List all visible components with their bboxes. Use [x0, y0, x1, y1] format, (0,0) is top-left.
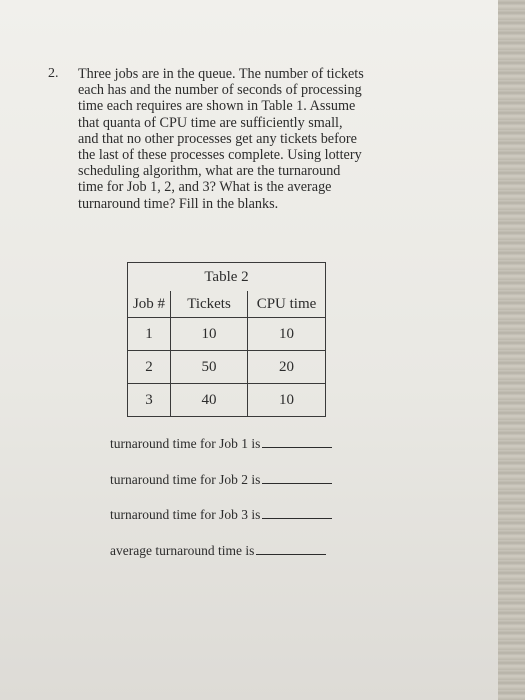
table-row	[128, 384, 326, 417]
table-cell: 10	[248, 384, 326, 417]
table-cell: 10	[248, 318, 326, 351]
table-header-cpu-time: CPU time	[248, 291, 326, 318]
answer-label: turnaround time for Job 1 is	[110, 436, 261, 451]
problem-line: and that no other processes get any tickets before	[78, 130, 357, 147]
table-cell: 2	[128, 351, 171, 384]
table-cell: 40	[171, 384, 248, 417]
table-row	[128, 351, 326, 384]
answer-job1	[110, 436, 332, 472]
table-cell: 10	[171, 318, 248, 351]
answer-job3	[110, 507, 332, 543]
problem-line: the last of these processes complete. Using lottery	[78, 147, 362, 164]
answer-blank	[262, 472, 332, 484]
answer-label: turnaround time for Job 3 is	[110, 507, 261, 523]
table-row	[128, 318, 326, 351]
problem-number: 2.	[48, 66, 59, 81]
table-title: Table 2	[128, 263, 326, 292]
answer-label: turnaround time for Job 2 is	[110, 471, 261, 487]
answer-blank	[262, 507, 332, 519]
table-header-tickets: Tickets	[171, 291, 248, 318]
answer-blank	[262, 436, 332, 448]
answer-job2	[110, 472, 332, 508]
problem-line: that quanta of CPU time are sufficiently small,	[78, 114, 343, 131]
answer-section	[110, 436, 332, 578]
problem-line: time for Job 1, 2, and 3? What is the average	[78, 179, 332, 196]
answer-average	[110, 543, 332, 579]
paper-stack-edge	[498, 0, 525, 700]
problem-line: turnaround time? Fill in the blanks.	[78, 195, 279, 212]
table-cell: 1	[128, 318, 171, 351]
problem-line: scheduling algorithm, what are the turnaround	[78, 163, 341, 180]
problem-line: each has and the number of seconds of processing	[78, 82, 362, 99]
problem-line: Three jobs are in the queue. The number of tickets	[78, 66, 364, 82]
table-cell: 20	[248, 351, 326, 384]
answer-blank	[256, 543, 326, 555]
table-cell: 3	[128, 384, 171, 417]
answer-label: average turnaround time is	[110, 542, 255, 558]
problem-line: time each requires are shown in Table 1. Assume	[78, 98, 356, 115]
job-table	[127, 262, 326, 417]
table-cell: 50	[171, 351, 248, 384]
table-header-job: Job #	[128, 291, 171, 318]
problem-statement	[78, 66, 388, 212]
